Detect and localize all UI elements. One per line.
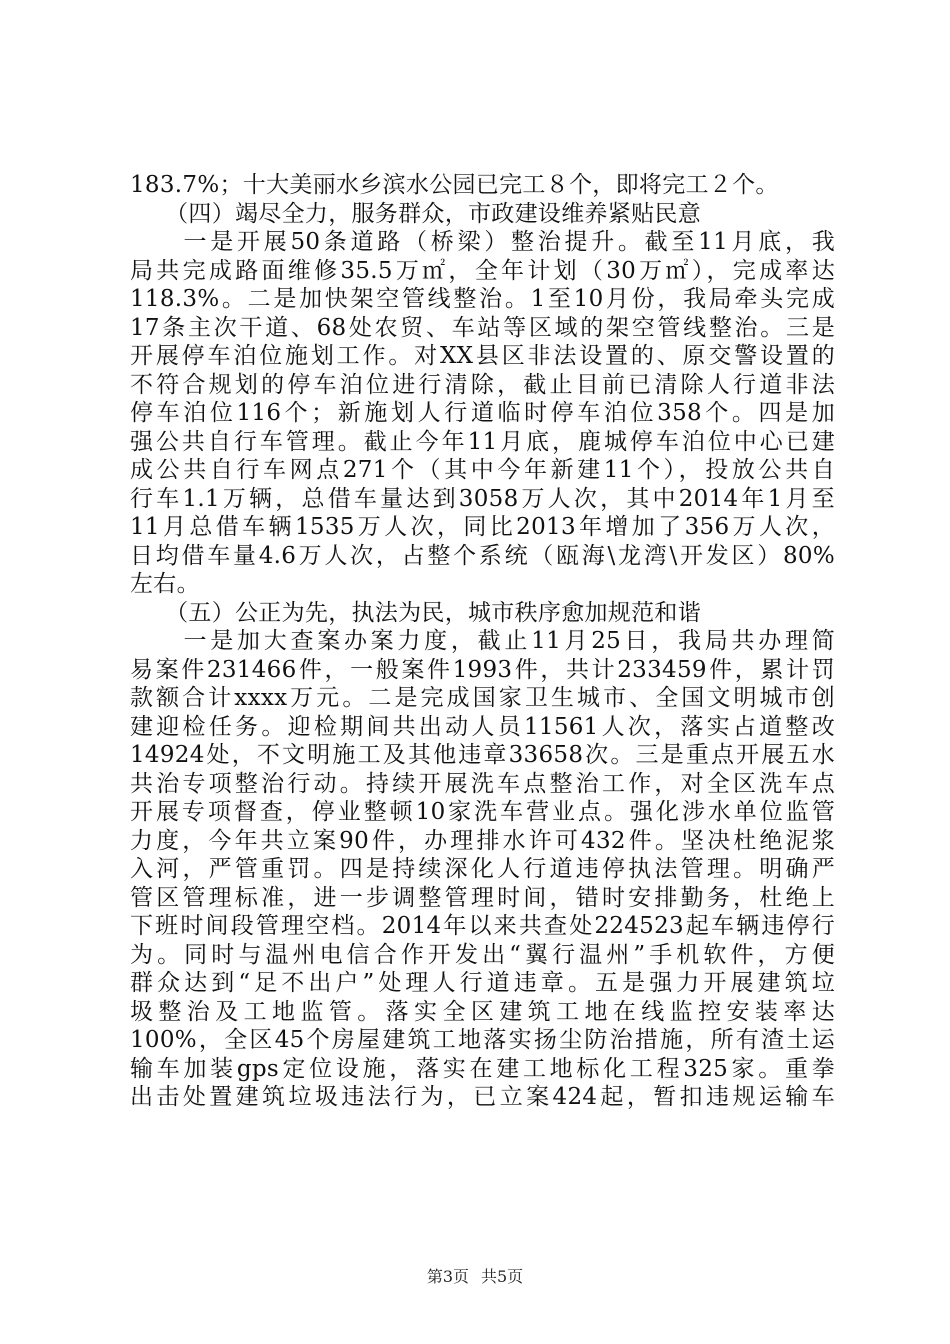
document-body [130,171,835,1112]
text-line: 停车泊位116个；新施划人行道临时停车泊位358个。四是加 [130,400,835,426]
text-line: 共治专项整治行动。持续开展洗车点整治工作，对全区洗车点 [130,770,835,797]
text-line: 183.7%；十大美丽水乡滨水公园已完工８个，即将完工２个。 [130,172,779,198]
text-line: 力度，今年共立案90件，办理排水许可432件。坚决杜绝泥浆 [130,827,835,854]
text-line: （五）公正为先，执法为民，城市秩序愈加规范和谐 [130,599,701,626]
text-line: 14924处，不文明施工及其他违章33658次。三是重点开展五水 [130,742,835,768]
text-line: 一是加大查案办案力度，截止11月25日，我局共办理简 [130,628,835,654]
text-line: 局共完成路面维修35.5万㎡，全年计划（30万㎡），完成率达 [130,257,835,284]
text-line: 圾整治及工地监管。落实全区建筑工地在线监控安装率达 [130,998,835,1025]
text-line: 入河，严管重罚。四是持续深化人行道违停执法管理。明确严 [130,856,835,882]
text-line: 群众达到“足不出户”处理人行道违章。五是强力开展建筑垃 [130,970,835,996]
text-line: 11月总借车辆1535万人次，同比2013年增加了356万人次， [130,514,835,540]
page-total: 共5页 [481,1267,524,1286]
page-footer [0,1267,950,1287]
text-line: 为。同时与温州电信合作开发出“翼行温州”手机软件，方便 [130,941,835,968]
text-line: 强公共自行车管理。截止今年11月底，鹿城停车泊位中心已建 [130,428,835,455]
text-line: 不符合规划的停车泊位进行清除，截止目前已清除人行道非法 [130,371,835,398]
text-line: 开展停车泊位施划工作。对XX县区非法设置的、原交警设置的 [130,343,835,369]
text-line: 易案件231466件，一般案件1993件，共计233459件，累计罚 [130,656,835,683]
text-line: 款额合计xxxx万元。二是完成国家卫生城市、全国文明城市创 [130,685,835,711]
text-line: 左右。 [130,571,200,597]
text-line: 17条主次干道、68处农贸、车站等区域的架空管线整治。三是 [130,314,835,341]
text-line: 输车加装gps定位设施，落实在建工地标化工程325家。重拳 [130,1055,835,1082]
text-line: 行车1.1万辆，总借车量达到3058万人次，其中2014年1月至 [130,485,835,512]
text-line: 下班时间段管理空档。2014年以来共查处224523起车辆违停行 [130,913,835,939]
text-line: （四）竭尽全力，服务群众，市政建设维养紧贴民意 [130,200,701,227]
text-line: 一是开展50条道路（桥梁）整治提升。截至11月底，我 [130,229,835,255]
text-line: 管区管理标准，进一步调整管理时间，错时安排勤务，杜绝上 [130,884,835,911]
text-line: 成公共自行车网点271个（其中今年新建11个），投放公共自 [130,457,835,483]
text-line: 建迎检任务。迎检期间共出动人员11561人次，落实占道整改 [130,713,835,740]
text-line: 出击处置建筑垃圾违法行为，已立案424起，暂扣违规运输车 [130,1084,835,1110]
text-line: 118.3%。二是加快架空管线整治。1至10月份，我局牵头完成 [130,286,835,312]
text-line: 开展专项督查，停业整顿10家洗车营业点。强化涉水单位监管 [130,799,835,825]
text-line: 日均借车量4.6万人次，占整个系统（瓯海\龙湾\开发区）80% [130,542,835,569]
page-number: 第3页 [426,1267,469,1286]
text-line: 100%，全区45个房屋建筑工地落实扬尘防治措施，所有渣土运 [130,1027,835,1053]
